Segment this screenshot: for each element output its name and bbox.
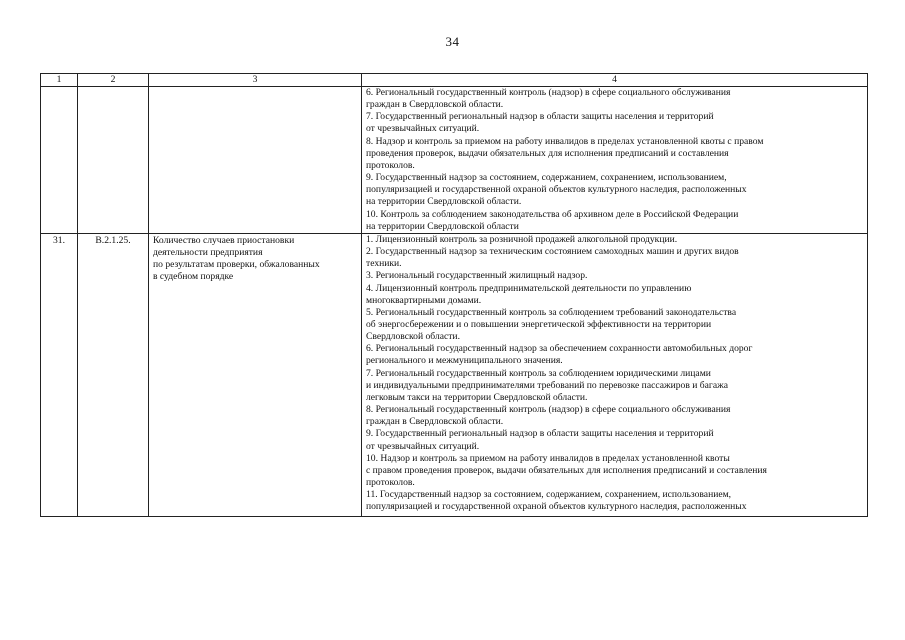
continuation-row <box>41 87 868 234</box>
column-number-4: 4 <box>362 74 868 87</box>
control-type-line: 6. Региональный государственный надзор за обеспечением сохранности автомобильных дорог <box>366 343 753 355</box>
control-type-line: протоколов. <box>366 477 415 488</box>
continuation-line: популяризацией и государственной охраной объектов культурного наследия, расположенных <box>366 184 747 196</box>
continuation-num-cell <box>41 87 78 234</box>
continuation-line: 8. Надзор и контроль за приемом на работу инвалидов в пределах установленной квоты с правом <box>366 135 764 147</box>
continuation-code-cell <box>78 87 149 234</box>
control-type-line: Свердловской области. <box>366 331 460 343</box>
indicator-name-line: в судебном порядке <box>153 271 234 283</box>
control-type-line: популяризацией и государственной охраной объектов культурного наследия, расположенных <box>366 501 747 513</box>
control-type-line: техники. <box>366 258 402 270</box>
continuation-line: 9. Государственный надзор за состоянием, содержанием, сохранением, использованием, <box>366 172 727 184</box>
continuation-line: на территории Свердловской области. <box>366 196 522 208</box>
control-type-line: граждан в Свердловской области. <box>366 416 504 428</box>
page-number: 34 <box>445 34 460 49</box>
control-type-line: 11. Государственный надзор за состоянием, содержанием, сохранением, использованием, <box>366 489 732 501</box>
continuation-indicator-cell <box>149 87 362 234</box>
indicator-name-line: деятельности предприятия <box>153 247 263 259</box>
control-type-line: 7. Региональный государственный контроль за соблюдением юридическими лицами <box>366 367 711 379</box>
control-type-line: 10. Надзор и контроль за приемом на работу инвалидов в пределах установленной квоты <box>366 452 730 464</box>
row-number: 31. <box>41 233 78 517</box>
control-type-line: 2. Государственный надзор за техническим состоянием самоходных машин и других видов <box>366 246 739 258</box>
continuation-line: протоколов. <box>366 159 415 171</box>
control-type-line: 3. Региональный государственный жилищный надзор. <box>366 270 588 282</box>
continuation-line: 10. Контроль за соблюдением законодательства об архивном деле в Российской Федерации <box>366 208 739 220</box>
continuation-items-cell <box>362 87 868 234</box>
control-type-line: от чрезвычайных ситуаций. <box>366 440 480 452</box>
controls-table <box>40 73 868 517</box>
control-type-line: легковым такси на территории Свердловской области. <box>366 391 588 403</box>
continuation-line: граждан в Свердловской области. <box>366 99 504 111</box>
control-type-line: об энергосбережении и о повышении энергетической эффективности на территории <box>366 318 712 330</box>
column-number-row <box>41 74 868 87</box>
control-type-line: многоквартирными домами. <box>366 294 482 306</box>
control-type-line: 5. Региональный государственный контроль за соблюдением требований законодательства <box>366 306 737 318</box>
column-number-3: 3 <box>149 74 362 87</box>
indicator-name-cell <box>149 233 362 517</box>
column-number-2: 2 <box>78 74 149 87</box>
continuation-line: от чрезвычайных ситуаций. <box>366 123 480 135</box>
continuation-line: 7. Государственный региональный надзор в области защиты населения и территорий <box>366 111 714 123</box>
page-cut-spacer <box>366 513 865 516</box>
control-type-line: 8. Региональный государственный контроль (надзор) в сфере социального обслуживания <box>366 404 731 416</box>
continuation-line: 6. Региональный государственный контроль (надзор) в сфере социального обслуживания <box>366 87 731 98</box>
indicator-name-line: Количество случаев приостановки <box>153 234 295 246</box>
control-types-cell <box>362 233 868 517</box>
indicator-code: В.2.1.25. <box>78 233 149 517</box>
control-type-line: 9. Государственный региональный надзор в области защиты населения и территорий <box>366 428 714 440</box>
control-type-line: и индивидуальными предпринимателями требований по перевозке пассажиров и багажа <box>366 379 728 391</box>
column-number-1: 1 <box>41 74 78 87</box>
indicator-name-line: по результатам проверки, обжалованных <box>153 259 320 271</box>
table-row-31 <box>41 233 868 517</box>
continuation-line: проведения проверок, выдачи обязательных для исполнения предписаний и составления <box>366 147 729 159</box>
control-type-line: 4. Лицензионный контроль предпринимательской деятельности по управлению <box>366 282 692 294</box>
control-type-line: регионального и межмуниципального значения. <box>366 355 563 367</box>
control-type-line: 1. Лицензионный контроль за розничной продажей алкогольной продукции. <box>366 233 678 245</box>
continuation-line: на территории Свердловской области <box>366 220 519 232</box>
control-type-line: с правом проведения проверок, выдачи обязательных для исполнения предписаний и составления <box>366 464 767 476</box>
